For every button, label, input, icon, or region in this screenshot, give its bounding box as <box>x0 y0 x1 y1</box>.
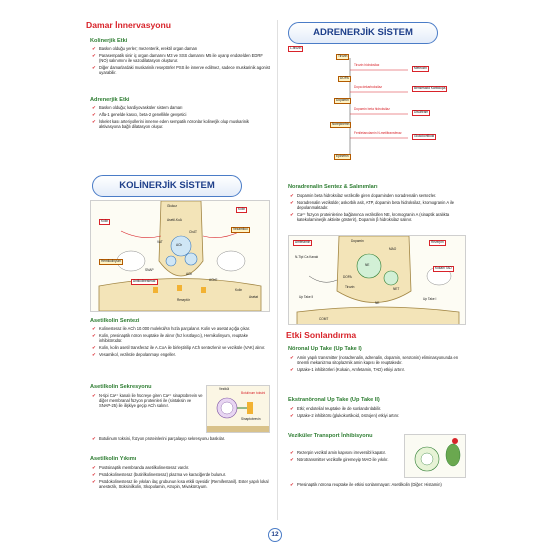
adrenergic-synapse-diagram <box>289 236 466 325</box>
list-item: ✔ Psödokolinesteraz ile yıkılan ilaç grubunun kısa etkili üyesidir (Remifentanil). Ester yapılı lokal anestezik, Süksinilkolin, Skopolamin, Atropin, Mivakürüyum. <box>92 479 270 489</box>
fig-label: Asetat <box>249 295 259 299</box>
fig-label: Up Take II <box>299 295 314 299</box>
asetilkolin-yikimi-list <box>92 465 270 491</box>
pathway-inhibitor: Disülfiram <box>414 110 429 114</box>
fig-label: Vezamikol <box>233 227 248 231</box>
fig-label: Glukoz <box>167 204 177 208</box>
pathway-inhibitor: Metirozin <box>414 66 427 70</box>
vesicular-transport-list <box>290 450 402 464</box>
asetilkolin-sentezi-list <box>92 326 270 359</box>
fig-label: Hemikolinyum <box>101 259 122 263</box>
pathway-inhibitor: Glukokortikoid <box>414 134 435 138</box>
asetilkolin-sekresyonu-heading: Asetilkolin Sekresyonu <box>90 384 152 390</box>
list-item: ✔ Nörotransmitter vezikülle giremeyip MAO ile yıkılır. <box>290 457 402 462</box>
pathway-step: Tirozin <box>338 54 348 58</box>
vesicle-fusion-figure <box>206 385 270 433</box>
kolinerjik-etki-list <box>92 46 270 77</box>
list-item: ✔ Kolin, kolin asetil transferaz ile A.CoA ile birleştirilip ACh sentezlenir ve veziküle (VAK) alınır. <box>92 345 270 350</box>
fig-label: NE <box>375 301 380 305</box>
fig-label: Kolin <box>101 219 109 223</box>
column-divider <box>277 20 278 520</box>
list-item: ✔ Alfa-1 genelde kasıcı, beta-2 genellikle gevşetici <box>92 112 270 117</box>
fig-label: Reseptör <box>177 298 190 302</box>
list-item: ✔ Rezerpin vezikül amin kapısını irreversibl kapatır. <box>290 450 402 455</box>
list-item: ✔ Uptake-2 inhibitörü (glukokortikoid, östrojen) etkiyi artırır. <box>290 413 466 418</box>
vesicular-transport-list-2 <box>290 482 466 489</box>
list-item: ✔ Baskın olduğu yerler; mezenterik, erektil organ daman <box>92 46 270 51</box>
adrenergic-synapse-figure <box>288 235 466 325</box>
list-item: ✔ Botulinum toksini, füzyon proteinlerini parçalayıp sekresyonu baskılar. <box>92 436 270 441</box>
etki-sonlandirma-heading: Etki Sonlandırma <box>286 330 357 340</box>
list-item: ✔ Uptake-1 inhibitörleri (Kokain, Amfetamin, TAD) etkiyi artırır. <box>290 367 466 372</box>
left-title: Damar İnnervasyonu <box>86 20 172 30</box>
fig-label: VAT <box>157 240 163 244</box>
fig-label: Dopamin <box>351 239 364 243</box>
list-item: ✔ Psödokolinesteraz (butirilkolinesteraz) plazma ve karaciğerde bulunur. <box>92 472 270 477</box>
asetilkolin-sentezi-heading: Asetilkolin Sentezi <box>90 318 140 324</box>
fig-label: COMT <box>319 317 329 321</box>
fig-label: MAO <box>389 247 397 251</box>
uptake1-heading: Nöronal Up Take (Up Take I) <box>288 346 362 352</box>
pathway-step: Dopamin <box>336 98 349 102</box>
list-item: ✔ Kolinesteraz ile ACh 10.000 molekül/sn hızla parçalanır. Kolin ve asetat açığa çıkar. <box>92 326 270 331</box>
pathway-step: DOPA <box>340 76 349 80</box>
page-number: 12 <box>268 528 282 542</box>
list-item: ✔ Diğer damarlardaki muskarinik reseptörler PSS ile innerve edilmez, sadece muskarinik agonist uyarabilir. <box>92 65 270 75</box>
catecholamine-pathway-figure <box>288 46 464 166</box>
list-item: ✔ Vesamikol, veziküle depolanmayı engeller. <box>92 352 270 357</box>
fig-label: ACh <box>186 272 193 276</box>
fig-label: ChAT <box>189 230 197 234</box>
list-item: ✔ Noradrenalin vezikülde; askorbik asit, ATP, dopamin beta hidroksilaz, kromogranin A ile depolanmaktadır. <box>290 200 466 210</box>
adrenerjik-etki-heading: Adrenerjik Etki <box>90 97 130 103</box>
fig-label: DOPA <box>343 275 352 279</box>
noradrenalin-sentez-heading: Noradrenalin Sentez & Salınımları <box>288 184 378 190</box>
fig-label: Kolin <box>235 288 243 292</box>
cholinergic-synapse-figure <box>90 200 270 312</box>
fig-label: Asetil-KoA <box>167 218 182 222</box>
list-item: ✔ Etki; endotelial reuptake ile de sonlandırılabilir. <box>290 406 466 411</box>
list-item: ✔ Ca²⁺ füzyon proteinlerine bağlanınca veziküllen NE, kromogranin A (sinaptik aralıkta katekolaminerjik aktivite gösterir), Dopamin β hidroksilaz salınır. <box>290 212 466 222</box>
fig-label: Botulinum toksini <box>241 391 266 395</box>
adrenerjik-etki-list <box>92 105 270 131</box>
fig-label: Tirozin <box>345 285 355 289</box>
fig-label: AChE <box>209 278 218 282</box>
fig-label: Rezerpin <box>431 240 444 244</box>
fig-label: Kokain TAD <box>435 266 452 270</box>
fig-label: Kolin <box>238 207 246 211</box>
fig-label: Vezikül <box>219 387 230 391</box>
fig-label: Antikolinesteraz <box>133 279 156 283</box>
noradrenalin-sentez-list <box>290 193 466 224</box>
fig-label: ACh <box>176 243 183 247</box>
reserpine-figure <box>404 434 466 478</box>
pathway-enzyme: Tirozin hidroksilaz <box>354 63 380 67</box>
list-item: ✔ Postsinaptik membranda asetilkolinesteraz vardır. <box>92 465 270 470</box>
uptake2-heading: Ekstranöronal Up Take (Up Take II) <box>288 397 380 403</box>
fig-label: Sinaptobrevin <box>241 417 261 421</box>
list-item: ✔ İskelet kası arteriyollerini innerve eden sempatik nöronlar kolinerjik olup muskarinik aktivasyona bağlı dilatasyon oluşur. <box>92 119 270 129</box>
asetilkolin-sekresyonu-list <box>92 393 204 410</box>
fig-label: Amfetamin <box>295 240 311 244</box>
pathway-enzyme: Dopa dekarboksilaz <box>354 85 382 89</box>
fig-label: NE <box>365 263 370 267</box>
list-item: ✔ Dopamin beta hidroksilaz vezikülle giren dopaminden noradrenalin sentezler. <box>290 193 466 198</box>
vesicular-transport-heading: Veziküler Transport İnhibisyonu <box>288 433 373 439</box>
pathway-step: Norepinefrin <box>332 122 350 126</box>
kolinerjik-sistem-banner: KOLİNERJİK SİSTEM <box>92 175 242 197</box>
pathway-step: Epinefrin <box>336 154 349 158</box>
list-item: ✔ Kolin, presinaptik nöron reuptake ile alınır (hız kısıtlayıcı), Hemikolinyum, reuptake inhibitörüdür. <box>92 333 270 343</box>
fig-label: SNAP <box>145 268 154 272</box>
asetilkolin-yikimi-heading: Asetilkolin Yıkımı <box>90 456 137 462</box>
fig-label: NET <box>393 287 400 291</box>
uptake1-list <box>290 355 466 374</box>
reserpine-diagram <box>405 435 466 478</box>
list-item: ✔ Amin yapılı transmitter (noradrenalin, adrenalin, dopamin, serotonin) eliminasyonunda en önemli mekanizma sitoplazmik amin kapısı ile reuptakedır. <box>290 355 466 365</box>
list-item: ✔ Parasempatik sinir iç organ damarını M3 ve SSS damarını M5 ile uyarıp endotelden EDRF (NO) salınımını ile vazodilatasyon oluşturur. <box>92 53 270 63</box>
pathway-enzyme: Feniletanolamin N-metiltransferaz <box>354 131 402 135</box>
pathway-enzyme: Dopamin beta hidroksilaz <box>354 107 390 111</box>
pathway-step: L-tirozin <box>290 46 302 50</box>
fig-label: N-Tipi Ca Kanalı <box>295 255 319 259</box>
list-item: ✔ Baskın olduğu; kardiyovasküler sistem damarı <box>92 105 270 110</box>
list-item: ✔ N-tipi Ca²⁺ kanalı ile hücreye giren Ca²⁺ sinaptobrevin ve diğer membranal füzyon proteinleri ile (sintaksin ve SNAP-25) ile ilişkiye geçip ACh salınır. <box>92 393 204 409</box>
adrenerjik-sistem-banner: ADRENERJİK SİSTEM <box>288 22 438 44</box>
pathway-inhibitor: Benserazid Karbidopa <box>414 86 446 90</box>
uptake2-list <box>290 406 466 420</box>
list-item: ✔ Presinaptik nörona reuptake ile etkisi sonlanmayan: Asetilkolin (Diğer: Histamin) <box>290 482 466 487</box>
fig-label: Up Take I <box>423 297 437 301</box>
kolinerjik-etki-heading: Kolinerjik Etki <box>90 38 128 44</box>
asetilkolin-sekresyonu-list-2 <box>92 436 270 443</box>
